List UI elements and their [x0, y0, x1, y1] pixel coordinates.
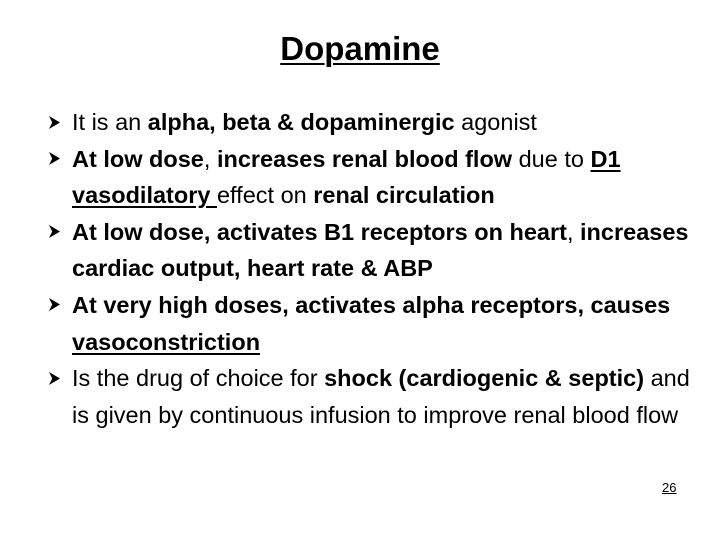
bullet-5-text-b: shock (cardiogenic & septic) [324, 365, 645, 392]
arrowhead-bullet-icon [49, 214, 67, 250]
bullet-5-text-a: Is the drug of choice for [72, 365, 325, 392]
bullet-1-text-b: alpha, beta & dopaminergic [147, 109, 455, 135]
bullet-item-1 [49, 104, 699, 141]
bullet-1-text-a: It is an [72, 109, 148, 135]
bullet-3-text-a: At low dose, activates B1 receptors on heart [72, 218, 567, 245]
bullet-2-text-f: effect on [216, 182, 314, 209]
bullet-item-3 [49, 214, 699, 287]
bullet-2-text-d: due to [512, 145, 591, 172]
bullet-list [49, 104, 699, 433]
bullet-4-text-b: vasoconstriction [72, 328, 261, 355]
bullet-2-text-a: At low dose [72, 145, 204, 172]
bullet-1-text-c: agonist [454, 109, 537, 135]
bullet-item-5 [49, 360, 699, 433]
bullet-2-text-b: , [203, 145, 217, 172]
bullet-item-2 [49, 141, 699, 214]
arrowhead-bullet-icon [49, 141, 67, 177]
page-number: 26 [662, 480, 677, 495]
bullet-5-text-c: and is given by continuous infusion to improve renal blood flow [72, 365, 690, 428]
bullet-4-text-a: At very high doses, activates alpha receptors, causes [72, 291, 671, 318]
bullet-item-4 [49, 287, 699, 360]
bullet-3-text-c: increases cardiac output, heart rate & ABP [72, 218, 689, 282]
bullet-2-text-e: D1 vasodilatory [72, 145, 621, 209]
bullet-3-text-b: , [566, 218, 581, 245]
arrowhead-bullet-icon [49, 287, 67, 323]
arrowhead-bullet-icon [49, 104, 67, 140]
bullet-2-text-g: renal circulation [313, 182, 495, 209]
arrowhead-bullet-icon [49, 360, 67, 396]
bullet-2-text-c: increases renal blood flow [216, 145, 513, 172]
slide-title: Dopamine [280, 30, 440, 67]
